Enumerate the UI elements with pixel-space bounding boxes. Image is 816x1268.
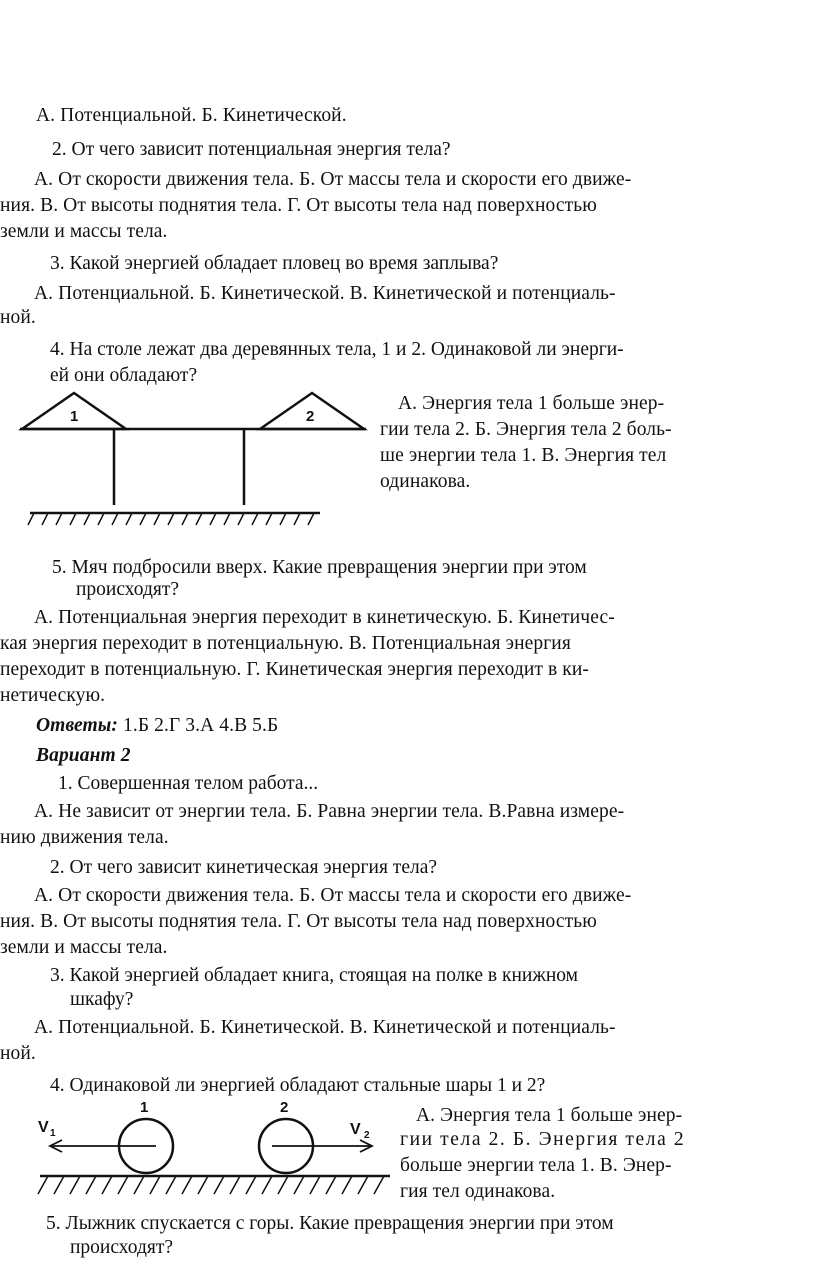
balls-figure bbox=[20, 1094, 400, 1204]
v1-q4-option-line-3: ше энергии тела 1. В. Энергия тел bbox=[380, 445, 667, 466]
v2-subscript: 2 bbox=[364, 1130, 370, 1141]
v1-q2-options-line-1: А. От скорости движения тела. Б. От массы тела и скорости его движе- bbox=[34, 169, 632, 190]
v1-question-3: 3. Какой энергией обладает пловец во время заплыва? bbox=[50, 253, 499, 274]
v2-q1-options-line-2: нию движения тела. bbox=[0, 827, 169, 848]
answers-values: 1.Б 2.Г 3.А 4.В 5.Б bbox=[118, 715, 279, 736]
v1-question-4-line-1: 4. На столе лежат два деревянных тела, 1 и 2. Одинаковой ли энерги- bbox=[50, 339, 624, 360]
v2-question-3-line-1: 3. Какой энергией обладает книга, стоящая на полке в книжном bbox=[50, 965, 578, 986]
answers-label: Ответы: bbox=[36, 715, 119, 736]
v1-q5-options-line-2: кая энергия переходит в потенциальную. В. Потенциальная энергия bbox=[0, 633, 571, 654]
v1-q3-options-line-2: ной. bbox=[0, 307, 36, 328]
v2-q3-options-line-1: А. Потенциальной. Б. Кинетической. В. Кинетической и потенциаль- bbox=[34, 1017, 616, 1038]
v2-q4-option-line-3: больше энергии тела 1. В. Энер- bbox=[400, 1155, 672, 1176]
v2-q4-option-line-4: гия тел одинакова. bbox=[400, 1181, 556, 1202]
v1-q5-options-line-4: нетическую. bbox=[0, 685, 106, 706]
v2-question-1: 1. Совершенная телом работа... bbox=[58, 773, 319, 794]
v1-q2-options-line-3: земли и массы тела. bbox=[0, 221, 168, 242]
v2-q1-options-line-1: А. Не зависит от энергии тела. Б. Равна энергии тела. В.Равна измере- bbox=[34, 801, 625, 822]
ball-1-label: 1 bbox=[140, 1099, 149, 1116]
v1-answers bbox=[36, 714, 278, 738]
v2-symbol: V bbox=[350, 1121, 361, 1138]
v1-q4-option-line-1: А. Энергия тела 1 больше энер- bbox=[398, 393, 665, 414]
v1-question-5-line-1: 5. Мяч подбросили вверх. Какие превращения энергии при этом bbox=[52, 557, 587, 578]
v2-question-4: 4. Одинаковой ли энергией обладают стальные шары 1 и 2? bbox=[50, 1075, 546, 1096]
v2-q2-options-line-3: земли и массы тела. bbox=[0, 937, 168, 958]
v2-q3-options-line-2: ной. bbox=[0, 1043, 36, 1064]
v2-q4-option-line-1: А. Энергия тела 1 больше энер- bbox=[416, 1105, 683, 1126]
v2-question-3-line-2: шкафу? bbox=[70, 989, 134, 1010]
v2-question-2: 2. От чего зависит кинетическая энергия тела? bbox=[50, 857, 438, 878]
v1-answer-q1: А. Потенциальной. Б. Кинетической. bbox=[36, 105, 347, 126]
v2-question-5-line-1: 5. Лыжник спускается с горы. Какие превращения энергии при этом bbox=[46, 1213, 614, 1234]
v2-question-5-line-2: происходят? bbox=[70, 1237, 174, 1258]
v2-title: Вариант 2 bbox=[36, 745, 131, 766]
v1-q2-options-line-2: ния. В. От высоты поднятия тела. Г. От высоты тела над поверхностью bbox=[0, 195, 597, 216]
v1-question-2: 2. От чего зависит потенциальная энергия тела? bbox=[52, 139, 451, 160]
v1-symbol: V bbox=[38, 1119, 49, 1136]
v1-q5-options-line-1: А. Потенциальная энергия переходит в кинетическую. Б. Кинетичес- bbox=[34, 607, 615, 628]
ground-hatching bbox=[38, 1176, 384, 1194]
v1-question-4-line-2: ей они обладают? bbox=[50, 365, 198, 386]
v2-q2-options-line-2: ния. В. От высоты поднятия тела. Г. От высоты тела над поверхностью bbox=[0, 911, 597, 932]
v1-q5-options-line-3: переходит в потенциальную. Г. Кинетическая энергия переходит в ки- bbox=[0, 659, 589, 680]
body-2-label: 2 bbox=[306, 408, 315, 425]
body-1-label: 1 bbox=[70, 408, 79, 425]
v1-q4-option-line-2: гии тела 2. Б. Энергия тела 2 боль- bbox=[380, 419, 672, 440]
v1-q4-option-line-4: одинакова. bbox=[380, 471, 471, 492]
v1-question-5-line-2: происходят? bbox=[76, 579, 180, 600]
v2-q2-options-line-1: А. От скорости движения тела. Б. От массы тела и скорости его движе- bbox=[34, 885, 632, 906]
ball-2-label: 2 bbox=[280, 1099, 289, 1116]
v2-q4-option-line-2: гии тела 2. Б. Энергия тела 2 bbox=[400, 1129, 686, 1150]
v1-q3-options-line-1: А. Потенциальной. Б. Кинетической. В. Кинетической и потенциаль- bbox=[34, 283, 616, 304]
v1-subscript: 1 bbox=[50, 1128, 56, 1139]
table-figure bbox=[10, 385, 370, 545]
floor-hatching bbox=[28, 513, 314, 525]
